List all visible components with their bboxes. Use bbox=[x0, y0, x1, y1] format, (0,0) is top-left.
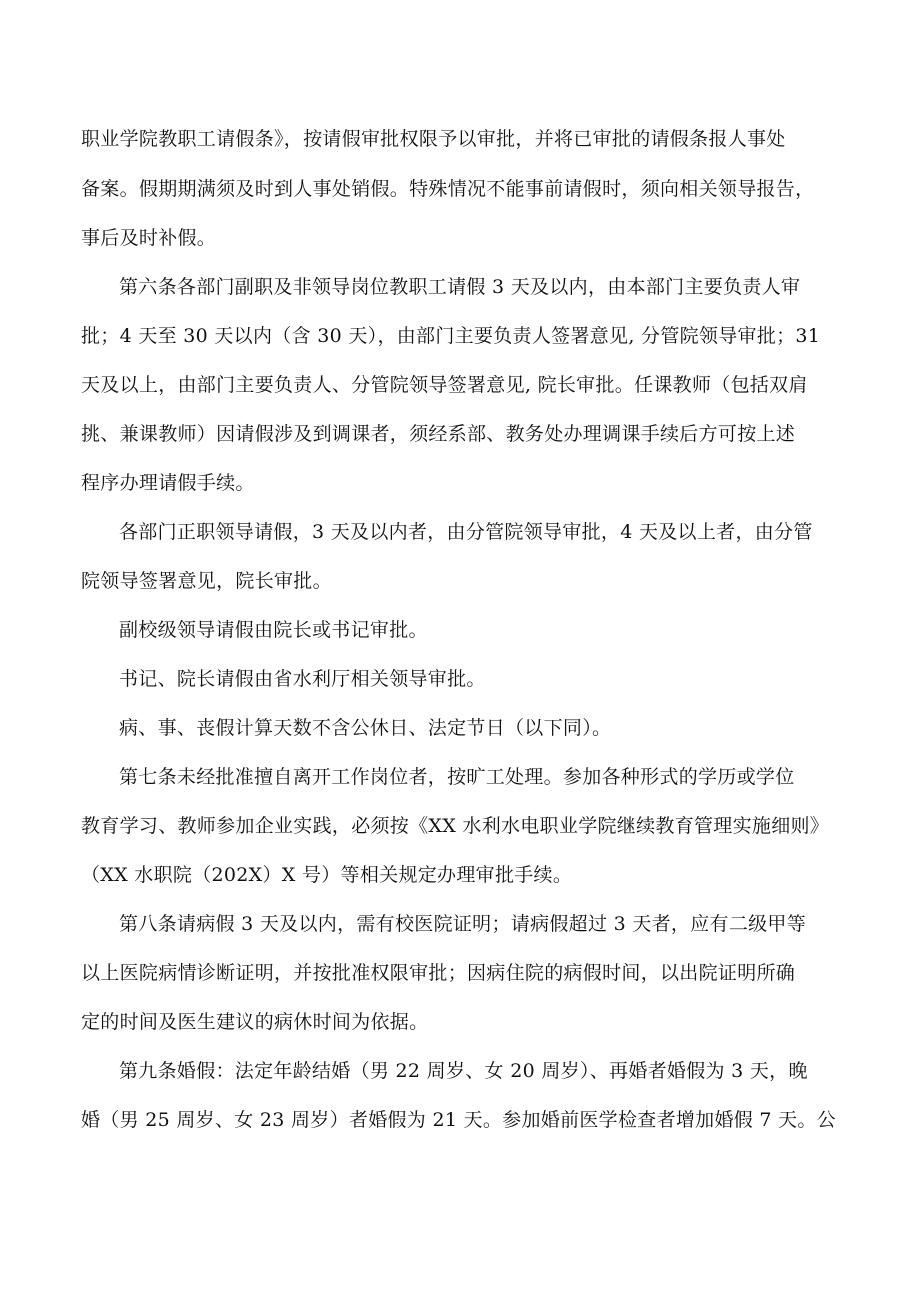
text-line: 副校级领导请假由院长或书记审批。 bbox=[119, 619, 428, 641]
text-line: 定的时间及医生建议的病休时间为依据。 bbox=[81, 1011, 429, 1033]
text-line: 病、事、丧假计算天数不含公休日、法定节日（以下同）。 bbox=[119, 717, 612, 739]
text-line: 各部门正职领导请假，3 天及以内者，由分管院领导审批，4 天及以上者，由分管 bbox=[119, 521, 813, 543]
text-line: （XX 水职院（202X）X 号）等相关规定办理审批手续。 bbox=[81, 864, 573, 886]
text-line: 第九条婚假：法定年龄结婚（男 22 周岁、女 20 周岁）、再婚者婚假为 3 天，晚 bbox=[119, 1060, 808, 1082]
text-line: 备案。假期期满须及时到人事处销假。特殊情况不能事前请假时，须向相关领导报告， bbox=[81, 178, 815, 200]
text-line: 第六条各部门副职及非领导岗位教职工请假 3 天及以内，由本部门主要负责人审 bbox=[119, 276, 801, 298]
text-line: 挑、兼课教师）因请假涉及到调课者，须经系部、教务处办理调课手续后方可按上述 bbox=[81, 423, 796, 445]
text-line: 书记、院长请假由省水利厅相关领导审批。 bbox=[119, 668, 486, 690]
text-line: 批；4 天至 30 天以内（含 30 天），由部门主要负责人签署意见, 分管院领导审批；31 bbox=[81, 325, 821, 347]
text-line: 天及以上，由部门主要负责人、分管院领导签署意见, 院长审批。任课教师（包括双肩 bbox=[81, 374, 808, 396]
text-line: 第七条未经批准擅自离开工作岗位者，按旷工处理。参加各种形式的学历或学位 bbox=[119, 766, 795, 788]
text-line: 程序办理请假手续。 bbox=[81, 472, 255, 494]
text-line: 第八条请病假 3 天及以内，需有校医院证明；请病假超过 3 天者，应有二级甲等 bbox=[119, 913, 807, 935]
text-line: 婚（男 25 周岁、女 23 周岁）者婚假为 21 天。参加婚前医学检查者增加婚假 7 天。公 bbox=[81, 1109, 837, 1131]
text-line: 教育学习、教师参加企业实践，必须按《XX 水利水电职业学院继续教育管理实施细则》 bbox=[81, 815, 830, 837]
text-line: 事后及时补假。 bbox=[81, 227, 217, 249]
text-line: 职业学院教职工请假条》，按请假审批权限予以审批，并将已审批的请假条报人事处 bbox=[81, 128, 786, 150]
text-line: 以上医院病情诊断证明，并按批准权限审批；因病住院的病假时间，以出院证明所确 bbox=[81, 962, 796, 984]
text-line: 院领导签署意见，院长审批。 bbox=[81, 570, 332, 592]
